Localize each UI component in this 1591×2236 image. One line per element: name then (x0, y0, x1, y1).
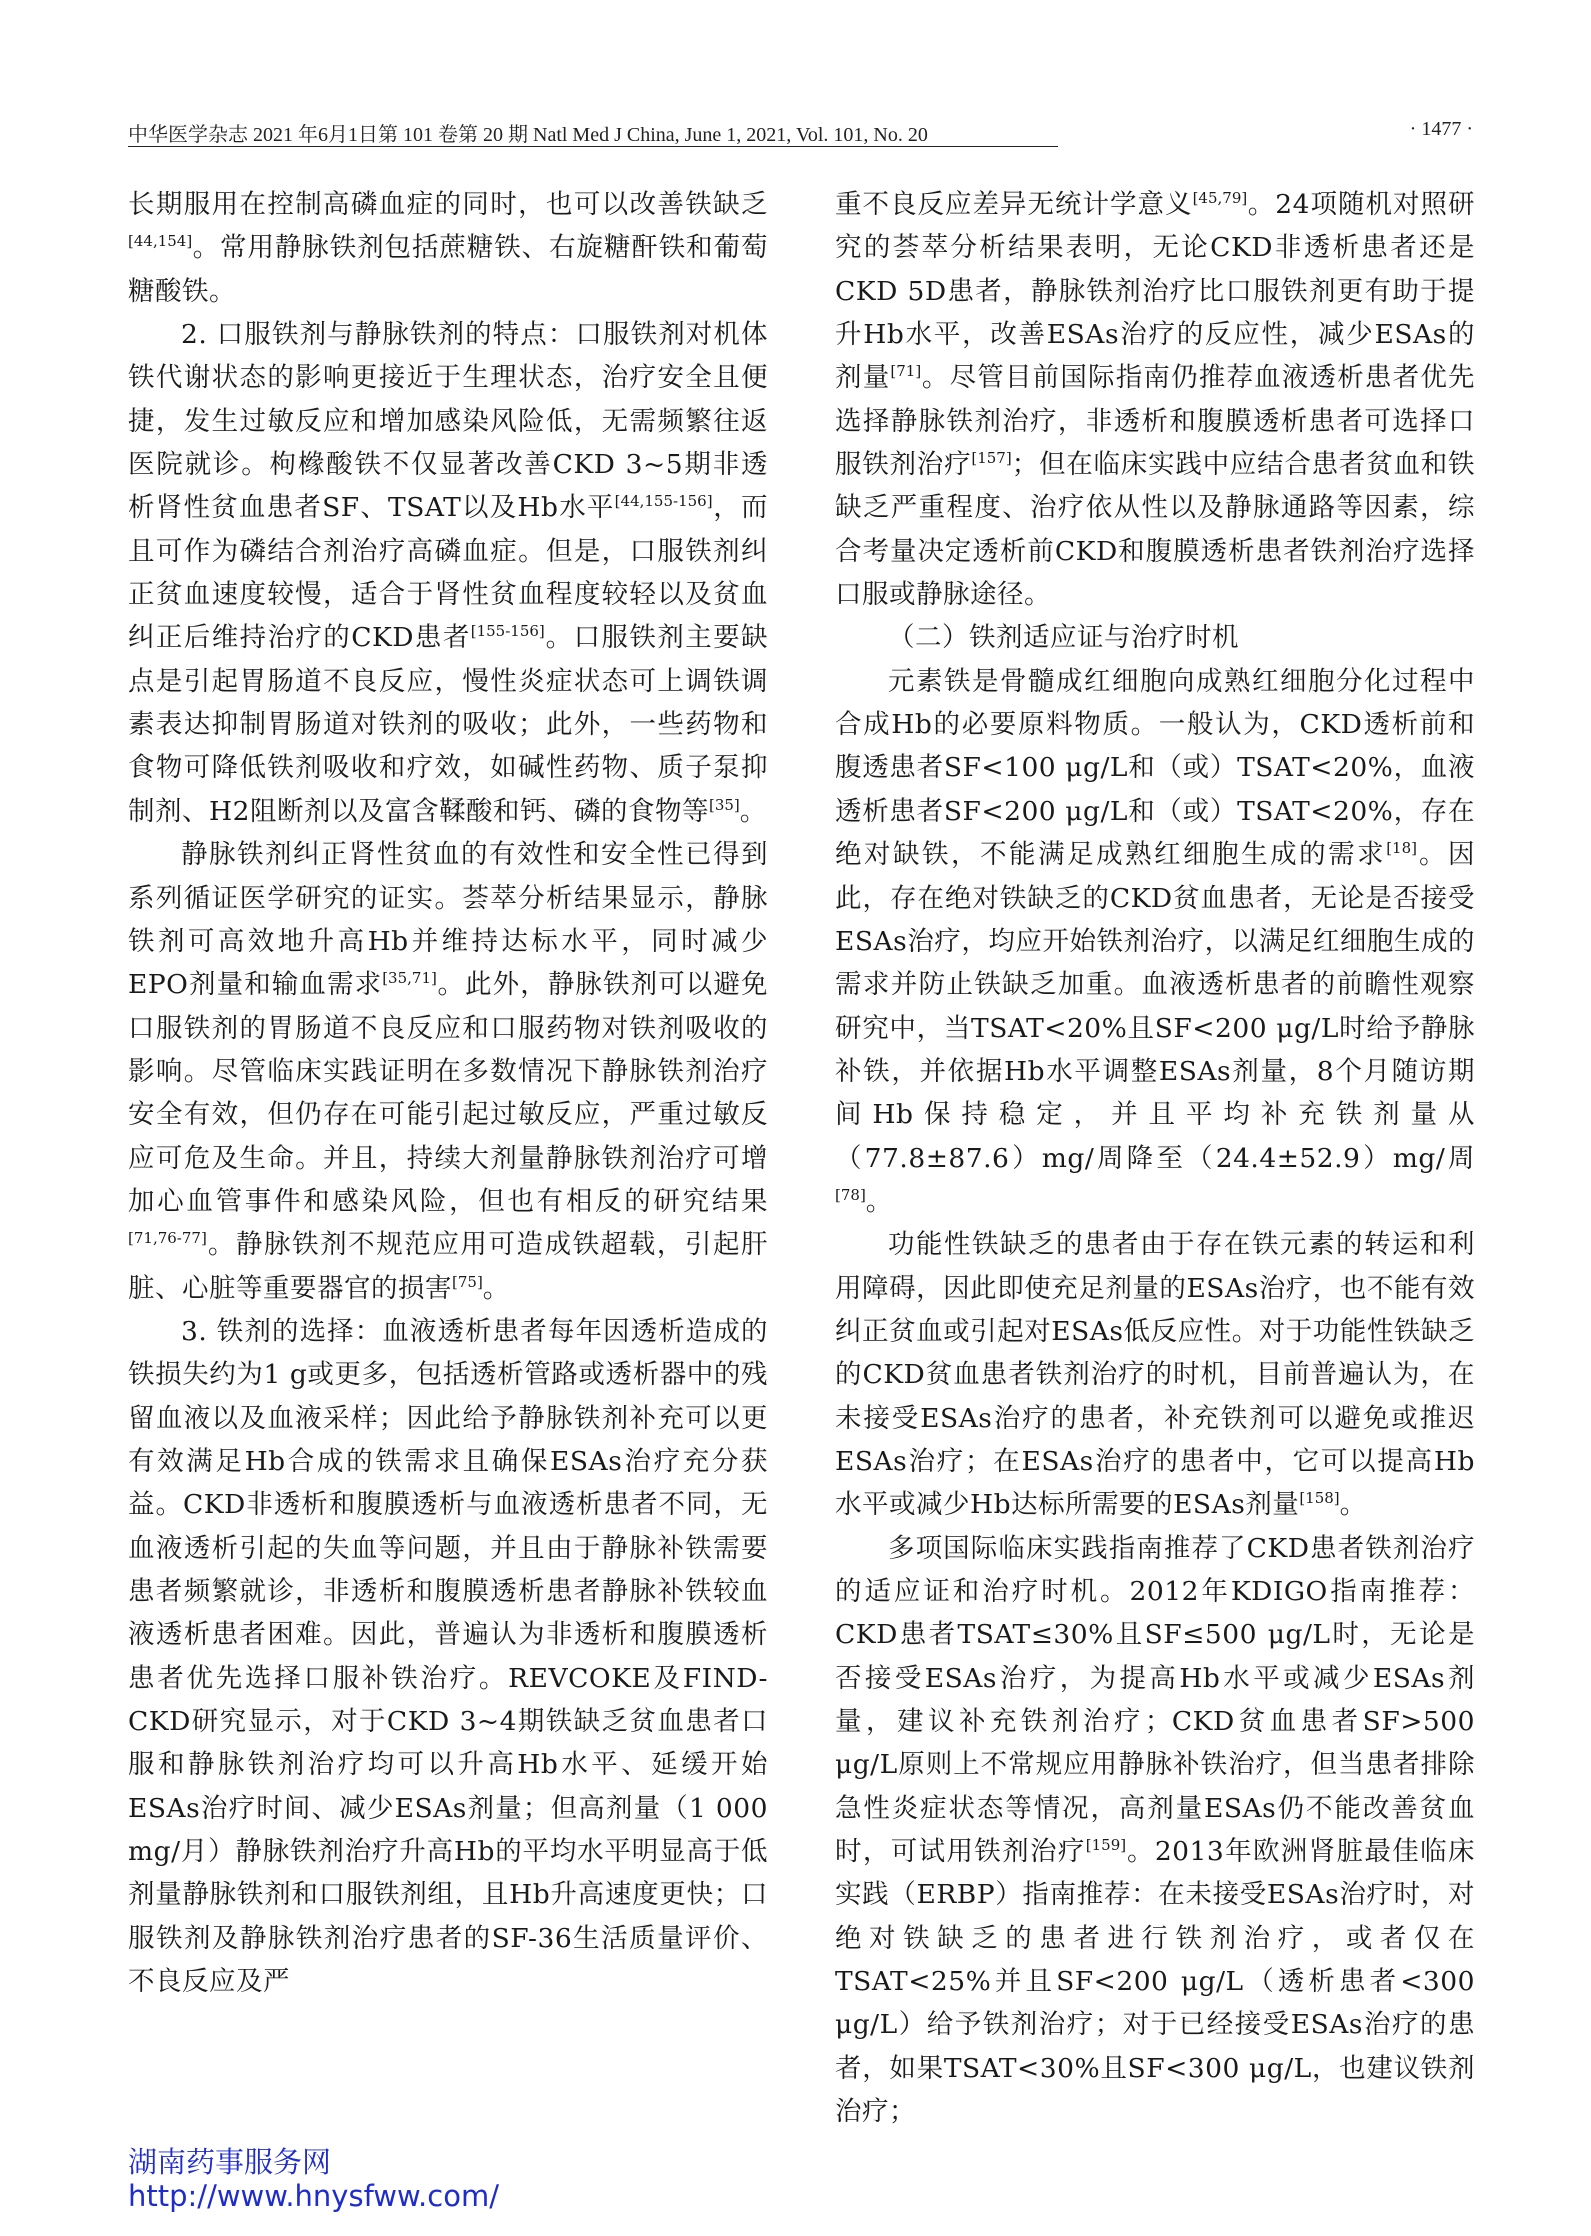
text-run: 。 (482, 1272, 510, 1304)
journal-citation: 中华医学杂志 2021 年6月1日第 101 卷第 20 期 Natl Med J China, June 1, 2021, Vol. 101, No. 20 (128, 124, 928, 146)
citation-ref: [78] (835, 1186, 866, 1205)
text-run: 。静脉铁剂不规范应用可造成铁超载，引起肝脏、心脏等重要器官的损害 (128, 1229, 768, 1304)
text-run: 多项国际临床实践指南推荐了CKD患者铁剂治疗的适应证和治疗时机。2012年KDIGO指南推荐：CKD患者TSAT≤30%且SF≤500 μg/L时，无论是否接受ESAs治疗，为提高Hb水平或减少ESAs剂量，建议补充铁剂治疗；CKD贫血患者SF>500 μg/L原则上不常规应用静脉补铁治疗，但当患者排除急性炎症状态等情况，高剂量ESAs仍不能改善贫血时，可试用铁剂治疗 (835, 1532, 1475, 1868)
watermark-site-name: 湖南药事服务网 (128, 2145, 332, 2179)
section-heading: （二）铁剂适应证与治疗时机 (888, 622, 1239, 654)
body-paragraph (128, 833, 768, 1310)
watermark-url[interactable]: http://www.hnysfww.com/ (128, 2179, 499, 2213)
text-run: 长期服用在控制高磷血症的同时，也可以改善铁缺乏 (128, 189, 768, 220)
text-run: ；但在临床实践中应结合患者贫血和铁缺乏严重程度、治疗依从性以及静脉通路等因素，综合考量决定透析前CKD和腹膜透析患者铁剂治疗选择口服或静脉途径。 (835, 449, 1476, 611)
text-run: 。口服铁剂主要缺点是引起胃肠道不良反应，慢性炎症状态可上调铁调素表达抑制胃肠道对铁剂的吸收；此外，一些药物和食物可降低铁剂吸收和疗效，如碱性药物、质子泵抑制剂、H2阻断剂以及富含鞣酸和钙、磷的食物等 (128, 622, 768, 827)
citation-ref: [35] (708, 795, 740, 814)
text-run: 。常用静脉铁剂包括蔗糖铁、右旋糖酐铁和葡萄糖酸铁。 (128, 232, 768, 307)
text-run: 。因此，存在绝对铁缺乏的CKD贫血患者，无论是否接受ESAs治疗，均应开始铁剂治疗，以满足红细胞生成的需求并防止铁缺乏加重。血液透析患者的前瞻性观察研究中，当TSAT<20%且SF<200 μg/L时给予静脉补铁，并依据Hb水平调整ESAs剂量，8个月随访期间Hb保持稳定，并且平均补充铁剂量从（77.8±87.6）mg/周降至（24.4±52.9）mg/周 (835, 839, 1476, 1174)
citation-ref: [18] (1386, 839, 1417, 858)
body-paragraph (835, 1527, 1475, 2134)
citation-ref: [35,71] (382, 969, 437, 988)
body-paragraph (835, 183, 1475, 616)
text-run: 功能性铁缺乏的患者由于存在铁元素的转运和利用障碍，因此即使充足剂量的ESAs治疗，也不能有效纠正贫血或引起对ESAs低反应性。对于功能性铁缺乏的CKD贫血患者铁剂治疗的时机，目前普遍认为，在未接受ESAs治疗的患者，补充铁剂可以避免或推迟ESAs治疗；在ESAs治疗的患者中，它可以提高Hb水平或减少Hb达标所需要的ESAs剂量 (835, 1229, 1475, 1521)
body-paragraph (835, 660, 1475, 1223)
citation-ref: [157] (971, 449, 1012, 468)
body-paragraph (128, 313, 768, 833)
text-run: ，而且可作为磷结合剂治疗高磷血症。但是，口服铁剂纠正贫血速度较慢，适合于肾性贫血程度较轻以及贫血纠正后维持治疗的CKD患者 (128, 492, 769, 654)
citation-ref: [158] (1299, 1489, 1340, 1508)
body-paragraph (128, 183, 768, 313)
text-run: 。此外，静脉铁剂可以避免口服铁剂的胃肠道不良反应和口服药物对铁剂吸收的影响。尽管临床实践证明在多数情况下静脉铁剂治疗安全有效，但仍存在可能引起过敏反应，严重过敏反应可危及生命。并且，持续大剂量静脉铁剂治疗可增加心血管事件和感染风险，但也有相反的研究结果 (128, 969, 769, 1217)
watermark (128, 2145, 499, 2213)
text-run: 。 (865, 1185, 893, 1217)
citation-ref: [159] (1085, 1836, 1127, 1855)
text-run: 。尽管目前国际指南仍推荐血液透析患者优先选择静脉铁剂治疗，非透析和腹膜透析患者可选择口服铁剂治疗 (835, 362, 1476, 481)
citation-ref: [155-156] (470, 622, 545, 641)
text-run: 。2013年欧洲肾脏最佳临床实践（ERBP）指南推荐：在未接受ESAs治疗时，对绝对铁缺乏的患者进行铁剂治疗，或者仅在TSAT<25%并且SF<200 μg/L（透析患者<300 μg/L）给予铁剂治疗；对于已经接受ESAs治疗的患者，如果TSAT<30%且SF<300 μg/L，也建议铁剂治疗； (835, 1836, 1475, 2128)
citation-ref: [71,76-77] (128, 1229, 207, 1248)
text-run: 。24项随机对照研究的荟萃分析结果表明，无论CKD非透析患者还是CKD 5D患者，静脉铁剂治疗比口服铁剂更有助于提升Hb水平，改善ESAs治疗的反应性，减少ESAs的剂量 (835, 189, 1475, 394)
text-run: 重不良反应差异无统计学意义 (835, 189, 1193, 220)
left-column (128, 183, 768, 2003)
body-paragraph (128, 1310, 768, 2004)
text-run: 。 (1339, 1489, 1367, 1521)
header-rule (128, 146, 1058, 147)
text-run: 元素铁是骨髓成红细胞向成熟红细胞分化过程中合成Hb的必要原料物质。一般认为，CKD透析前和腹透患者SF<100 μg/L和（或）TSAT<20%，血液透析患者SF<200 μg/L和（或）TSAT<20%，存在绝对缺铁，不能满足成熟红细胞生成的需求 (835, 665, 1475, 871)
running-header (128, 112, 1473, 148)
text-run: 3. 铁剂的选择：血液透析患者每年因透析造成的铁损失约为1 g或更多，包括透析管路或透析器中的残留血液以及血液采样；因此给予静脉铁剂补充可以更有效满足Hb合成的铁需求且确保ESAs治疗充分获益。CKD非透析和腹膜透析与血液透析患者不同，无血液透析引起的失血等问题，并且由于静脉补铁需要患者频繁就诊，非透析和腹膜透析患者静脉补铁较血液透析患者困难。因此，普遍认为非透析和腹膜透析患者优先选择口服补铁治疗。REVCOKE及FIND-CKD研究显示，对于CKD 3~4期铁缺乏贫血患者口服和静脉铁剂治疗均可以升高Hb水平、延缓开始ESAs治疗时间、减少ESAs剂量；但高剂量（1 000 mg/月）静脉铁剂治疗升高Hb的平均水平明显高于低剂量静脉铁剂和口服铁剂组，且Hb升高速度更快；口服铁剂及静脉铁剂治疗患者的SF-36生活质量评价、不良反应及严 (128, 1315, 768, 1998)
citation-ref: [71] (890, 362, 922, 381)
citation-ref: [45,79] (1192, 189, 1248, 208)
body-paragraph (835, 1223, 1475, 1526)
page-number: · 1477 · (1409, 118, 1473, 140)
text-run: 。 (739, 795, 767, 827)
text-run: 2. 口服铁剂与静脉铁剂的特点：口服铁剂对机体铁代谢状态的影响更接近于生理状态，治疗安全且便捷，发生过敏反应和增加感染风险低，无需频繁往返医院就诊。枸橼酸铁不仅显著改善CKD 3~5期非透析肾性贫血患者SF、TSAT以及Hb水平 (128, 319, 768, 524)
citation-ref: [44,155-156] (614, 492, 713, 511)
citation-ref: [44,154] (128, 232, 193, 251)
text-run: 静脉铁剂纠正肾性贫血的有效性和安全性已得到系列循证医学研究的证实。荟萃分析结果显示，静脉铁剂可高效地升高Hb并维持达标水平，同时减少EPO剂量和输血需求 (128, 839, 768, 1001)
right-column (835, 183, 1475, 2133)
citation-ref: [75] (452, 1272, 483, 1291)
